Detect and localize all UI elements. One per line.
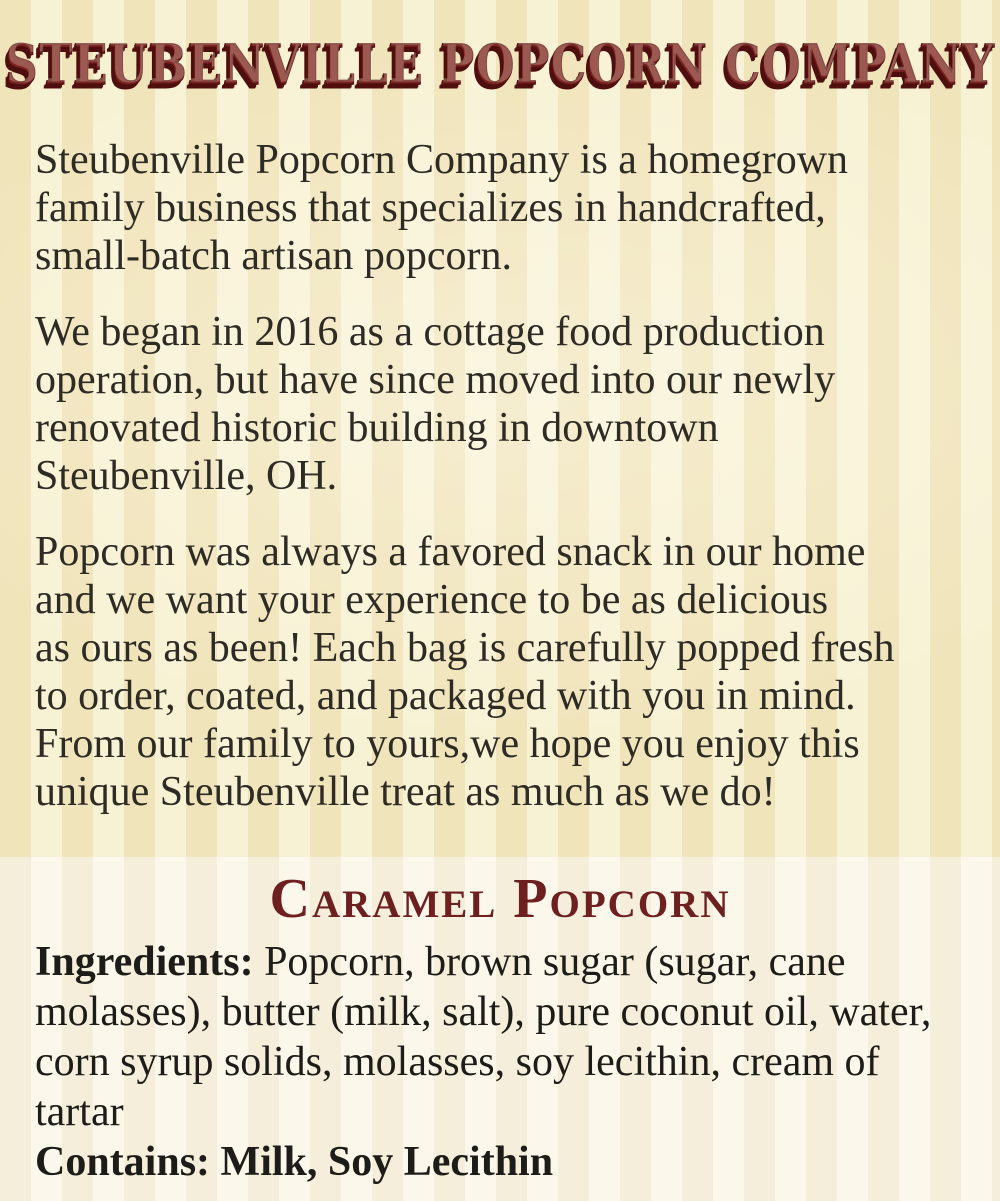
paragraph-line: renovated historic building in downtown [35, 405, 719, 451]
paragraph-line: Steubenville, OH. [35, 453, 338, 499]
paragraph-line: operation, but have since moved into our newly [35, 357, 836, 403]
paragraph-line: and we want your experience to be as delicious [35, 577, 829, 623]
paragraph-line: as ours as been! Each bag is carefully popped fresh [35, 625, 895, 671]
ingredients-label: Ingredients: [35, 939, 254, 985]
paragraph-line: Steubenville Popcorn Company is a homegrown [35, 137, 849, 183]
contains-line [35, 1137, 965, 1187]
about-paragraph-2 [35, 308, 965, 500]
paragraph-line: Popcorn was always a favored snack in our home [35, 529, 866, 575]
product-section [0, 857, 1000, 1201]
product-name-heading: Caramel Popcorn [269, 868, 731, 930]
paragraph-line: small-batch artisan popcorn. [35, 233, 513, 279]
paragraph-line: family business that specializes in handcrafted, [35, 185, 826, 231]
ingredients-text: Popcorn, brown sugar (sugar, cane [264, 939, 846, 985]
contains-value: Milk, Soy Lecithin [220, 1139, 554, 1185]
ingredients-line: corn syrup solids, molasses, soy lecithin, cream of [35, 1039, 880, 1085]
about-paragraph-3 [35, 528, 965, 816]
brand-title-banner [5, 28, 995, 102]
about-paragraph-1 [35, 136, 965, 280]
contains-label: Contains: [35, 1139, 211, 1185]
ingredients-line [35, 937, 965, 987]
ingredients-line: tartar [35, 1089, 124, 1135]
ingredients-line: molasses), butter (milk, salt), pure coconut oil, water, [35, 989, 932, 1035]
paragraph-line: unique Steubenville treat as much as we do! [35, 769, 776, 815]
paragraph-line: From our family to yours,we hope you enjoy this [35, 721, 860, 767]
paragraph-line: We began in 2016 as a cottage food production [35, 309, 825, 355]
paragraph-line: to order, coated, and packaged with you in mind. [35, 673, 856, 719]
brand-title: STEUBENVILLE POPCORN COMPANY STEUBENVILLE POPCORN COMPANY [5, 32, 995, 97]
ingredients-block [35, 937, 965, 1187]
